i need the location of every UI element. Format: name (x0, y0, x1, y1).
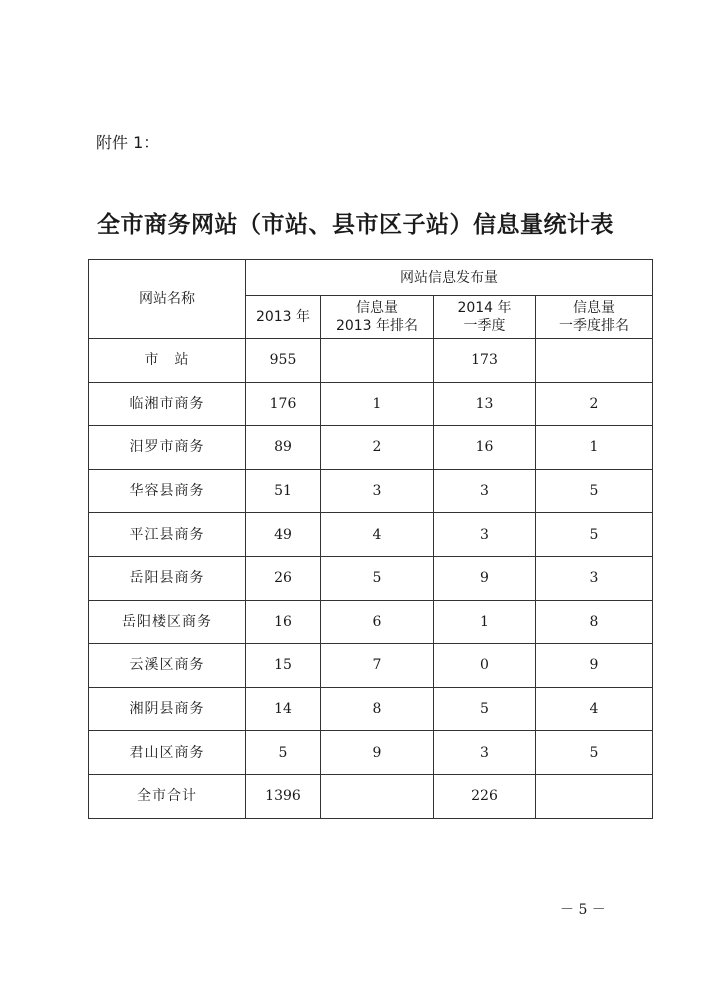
cell-q1-rank: 1 (536, 426, 653, 470)
cell-site-name: 云溪区商务 (89, 644, 246, 688)
header-2014-q1-line2: 一季度 (463, 318, 506, 334)
cell-2013-count: 14 (246, 687, 321, 731)
cell-2013-rank: 3 (321, 469, 434, 513)
cell-2013-rank: 4 (321, 513, 434, 557)
cell-2013-count: 176 (246, 382, 321, 426)
table-row (89, 600, 653, 644)
page-number: － 5 － (560, 902, 606, 918)
cell-2014-q1-count: 5 (434, 687, 536, 731)
cell-2014-q1-count: 226 (434, 774, 536, 818)
cell-q1-rank (536, 774, 653, 818)
cell-q1-rank (536, 339, 653, 383)
cell-2014-q1-count: 3 (434, 731, 536, 775)
table-row (89, 731, 653, 775)
table-row (89, 426, 653, 470)
header-site-name: 网站名称 (89, 260, 246, 339)
cell-2013-rank: 6 (321, 600, 434, 644)
cell-q1-rank: 5 (536, 731, 653, 775)
statistics-table (88, 259, 653, 819)
cell-q1-rank: 4 (536, 687, 653, 731)
cell-2014-q1-count: 0 (434, 644, 536, 688)
header-2014-q1 (434, 296, 536, 339)
cell-q1-rank: 3 (536, 556, 653, 600)
cell-site-name: 临湘市商务 (89, 382, 246, 426)
page-title: 全市商务网站（市站、县市区子站）信息量统计表 (97, 212, 614, 238)
cell-site-name: 市 站 (89, 339, 246, 383)
cell-2013-count: 89 (246, 426, 321, 470)
cell-2013-count: 51 (246, 469, 321, 513)
header-2014-q1-line1: 2014 年 (457, 300, 512, 316)
cell-2013-count: 15 (246, 644, 321, 688)
table-row (89, 382, 653, 426)
table-row (89, 513, 653, 557)
cell-q1-rank: 8 (536, 600, 653, 644)
header-2013: 2013 年 (246, 296, 321, 339)
attachment-label: 附件 1： (96, 133, 160, 152)
cell-2013-count: 49 (246, 513, 321, 557)
cell-q1-rank: 2 (536, 382, 653, 426)
cell-2013-count: 1396 (246, 774, 321, 818)
cell-q1-rank: 9 (536, 644, 653, 688)
table-row (89, 644, 653, 688)
header-publish-volume: 网站信息发布量 (246, 260, 653, 296)
cell-2013-count: 955 (246, 339, 321, 383)
table-header-row (89, 260, 653, 296)
cell-2014-q1-count: 9 (434, 556, 536, 600)
cell-2014-q1-count: 3 (434, 469, 536, 513)
table-row (89, 687, 653, 731)
cell-site-name: 岳阳县商务 (89, 556, 246, 600)
cell-2014-q1-count: 173 (434, 339, 536, 383)
cell-2013-rank: 8 (321, 687, 434, 731)
header-rank-q1-line2: 一季度排名 (559, 318, 629, 334)
cell-2013-count: 16 (246, 600, 321, 644)
cell-2014-q1-count: 3 (434, 513, 536, 557)
cell-2014-q1-count: 16 (434, 426, 536, 470)
header-rank-2013-line1: 信息量 (356, 300, 398, 316)
cell-2013-rank (321, 774, 434, 818)
table-row (89, 339, 653, 383)
cell-2014-q1-count: 13 (434, 382, 536, 426)
cell-2013-rank (321, 339, 434, 383)
cell-site-name: 平江县商务 (89, 513, 246, 557)
cell-site-name: 汨罗市商务 (89, 426, 246, 470)
header-rank-2013 (321, 296, 434, 339)
cell-q1-rank: 5 (536, 513, 653, 557)
table-row (89, 469, 653, 513)
header-rank-q1-line1: 信息量 (573, 300, 615, 316)
cell-2013-rank: 5 (321, 556, 434, 600)
cell-site-name: 华容县商务 (89, 469, 246, 513)
header-rank-q1 (536, 296, 653, 339)
header-rank-2013-line2: 2013 年排名 (335, 318, 419, 334)
cell-site-name: 全市合计 (89, 774, 246, 818)
cell-2013-count: 26 (246, 556, 321, 600)
cell-2014-q1-count: 1 (434, 600, 536, 644)
cell-2013-count: 5 (246, 731, 321, 775)
table-row (89, 556, 653, 600)
table-row (89, 774, 653, 818)
cell-site-name: 湘阴县商务 (89, 687, 246, 731)
cell-site-name: 岳阳楼区商务 (89, 600, 246, 644)
cell-2013-rank: 7 (321, 644, 434, 688)
cell-2013-rank: 9 (321, 731, 434, 775)
cell-2013-rank: 1 (321, 382, 434, 426)
cell-q1-rank: 5 (536, 469, 653, 513)
cell-site-name: 君山区商务 (89, 731, 246, 775)
cell-2013-rank: 2 (321, 426, 434, 470)
table-body (89, 260, 653, 819)
